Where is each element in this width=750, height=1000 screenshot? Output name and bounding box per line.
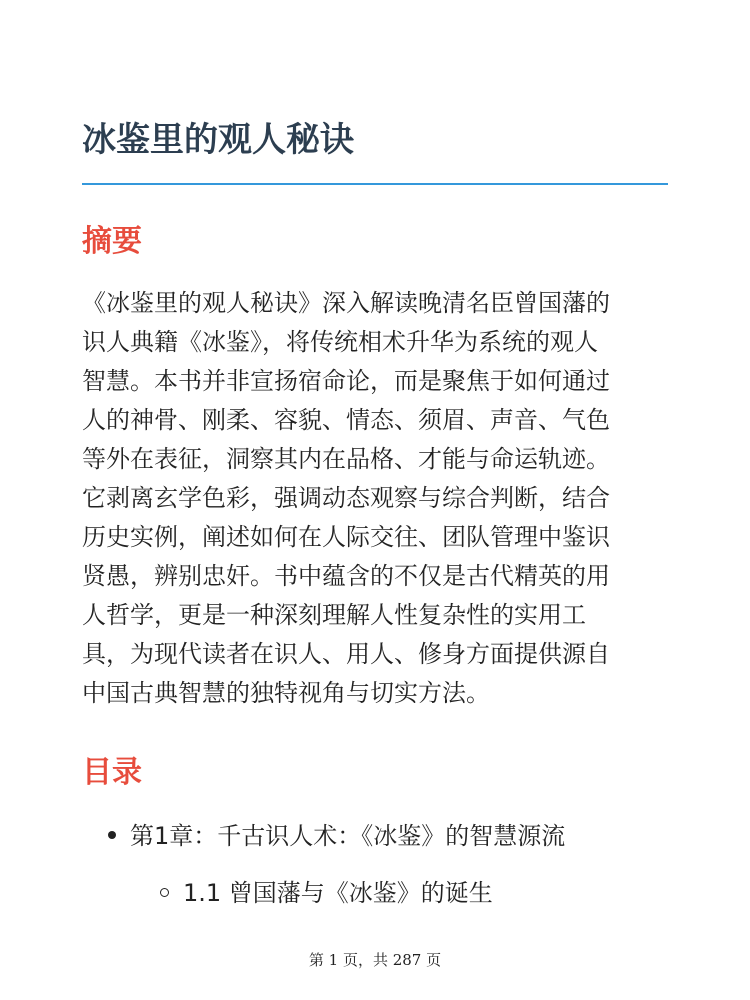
title-divider [82,183,668,185]
abstract-line: 人哲学，更是一种深刻理解人性复杂性的实用工 [82,601,586,629]
abstract-line: 中国古典智慧的独特视角与切实方法。 [82,679,490,707]
toc-section-1-1[interactable] [160,875,493,911]
abstract-line: 智慧。本书并非宣扬宿命论，而是聚焦于如何通过 [82,367,610,395]
abstract-line: 具，为现代读者在识人、用人、修身方面提供源自 [82,640,610,668]
document-title: 冰鉴里的观人秘诀 [82,120,354,160]
toc-section-label: 1.1 曾国藩与《冰鉴》的诞生 [183,879,493,907]
bullet-circle-icon [160,888,169,897]
abstract-line: 《冰鉴里的观人秘诀》深入解读晚清名臣曾国藩的 [82,289,610,317]
toc-chapter-1[interactable] [108,818,565,854]
abstract-line: 人的神骨、刚柔、容貌、情态、须眉、声音、气色 [82,406,610,434]
abstract-line: 历史实例，阐述如何在人际交往、团队管理中鉴识 [82,523,610,551]
abstract-heading: 摘要 [82,224,142,259]
bullet-disc-icon [108,831,116,839]
abstract-line: 等外在表征，洞察其内在品格、才能与命运轨迹。 [82,445,610,473]
toc-heading: 目录 [82,755,142,790]
toc-chapter-label: 第1章：千古识人术：《冰鉴》的智慧源流 [130,822,566,850]
abstract-paragraph [82,284,672,713]
page-number-footer: 第 1 页，共 287 页 [308,951,442,969]
abstract-line: 它剥离玄学色彩，强调动态观察与综合判断，结合 [82,484,610,512]
abstract-line: 贤愚，辨别忠奸。书中蕴含的不仅是古代精英的用 [82,562,610,590]
abstract-line: 识人典籍《冰鉴》，将传统相术升华为系统的观人 [82,328,598,356]
